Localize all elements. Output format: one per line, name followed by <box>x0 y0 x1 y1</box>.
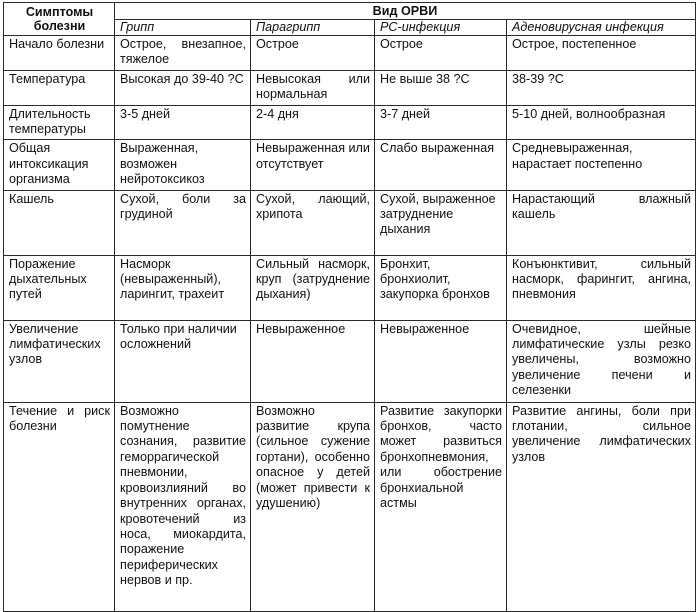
virus-type-header: Вид ОРВИ <box>115 3 696 20</box>
table-row <box>4 402 696 611</box>
header-row <box>4 3 696 20</box>
rs-infection-cell: Не выше 38 ?С <box>375 70 507 105</box>
flu-cell: Возможно помутнение сознания, развитие геморрагической пневмонии, кровоизлияний во внутренних органах, кровотечений из носа, миокардита, поражение периферических нервов и пр. <box>115 402 251 611</box>
flu-cell: Выраженная, возможен нейротоксикоз <box>115 140 251 190</box>
rs-infection-cell: Бронхит, бронхиолит, закупорка бронхов <box>375 255 507 320</box>
table-row <box>4 190 696 255</box>
adenovirus-cell: Развитие ангины, боли при глотании, сильное увеличение лимфатических узлов <box>507 402 696 611</box>
symptom-cell: Кашель <box>4 190 115 255</box>
symptom-cell: Начало болезни <box>4 36 115 71</box>
symptom-cell: Течение и риск болезни <box>4 402 115 611</box>
table-row <box>4 105 696 140</box>
rs-infection-cell: 3-7 дней <box>375 105 507 140</box>
adenovirus-cell: Нарастающий влажный кашель <box>507 190 696 255</box>
parainfluenza-cell: Сильный насморк, круп (затруднение дыхания) <box>251 255 375 320</box>
adenovirus-cell: Острое, постепенное <box>507 36 696 71</box>
adenovirus-cell: Средневыраженная, нарастает постепенно <box>507 140 696 190</box>
adenovirus-cell: 38-39 ?С <box>507 70 696 105</box>
adenovirus-cell: 5-10 дней, волнообразная <box>507 105 696 140</box>
parainfluenza-cell: Возможно развитие крупа (сильное сужение гортани), особенно опасное у детей (может привести к удушению) <box>251 402 375 611</box>
column-header-flu: Грипп <box>115 19 251 36</box>
parainfluenza-cell: Острое <box>251 36 375 71</box>
flu-cell: Высокая до 39-40 ?С <box>115 70 251 105</box>
flu-cell: 3-5 дней <box>115 105 251 140</box>
column-header-rs-infection: РС-инфекция <box>375 19 507 36</box>
symptom-cell: Температура <box>4 70 115 105</box>
parainfluenza-cell: Сухой, лающий, хрипота <box>251 190 375 255</box>
adenovirus-cell: Конъюнктивит, сильный насморк, фарингит, ангина, пневмония <box>507 255 696 320</box>
table-row <box>4 70 696 105</box>
column-header-adenovirus: Аденовирусная инфекция <box>507 19 696 36</box>
table-row <box>4 255 696 320</box>
symptom-cell: Поражение дыхательных путей <box>4 255 115 320</box>
parainfluenza-cell: Невыраженная или отсутствует <box>251 140 375 190</box>
rs-infection-cell: Слабо выраженная <box>375 140 507 190</box>
flu-cell: Только при наличии осложнений <box>115 320 251 402</box>
symptoms-header: Симптомы болезни <box>4 3 115 36</box>
flu-cell: Насморк (невыраженный), ларингит, трахеит <box>115 255 251 320</box>
symptom-cell: Общая интоксикация организма <box>4 140 115 190</box>
rs-infection-cell: Сухой, выраженное затруднение дыхания <box>375 190 507 255</box>
symptom-cell: Длительность температуры <box>4 105 115 140</box>
rs-infection-cell: Невыраженное <box>375 320 507 402</box>
table-row <box>4 36 696 71</box>
rs-infection-cell: Развитие закупорки бронхов, часто может развиться бронхопневмония, или обострение бронхиальной астмы <box>375 402 507 611</box>
orvi-comparison-table <box>3 2 696 612</box>
flu-cell: Острое, внезапное, тяжелое <box>115 36 251 71</box>
flu-cell: Сухой, боли за грудиной <box>115 190 251 255</box>
column-header-parainfluenza: Парагрипп <box>251 19 375 36</box>
table-row <box>4 320 696 402</box>
adenovirus-cell: Очевидное, шейные лимфатические узлы резко увеличены, возможно увеличение печени и селезенки <box>507 320 696 402</box>
rs-infection-cell: Острое <box>375 36 507 71</box>
parainfluenza-cell: Невысокая или нормальная <box>251 70 375 105</box>
table-row <box>4 140 696 190</box>
symptom-cell: Увеличение лимфатических узлов <box>4 320 115 402</box>
parainfluenza-cell: Невыраженное <box>251 320 375 402</box>
parainfluenza-cell: 2-4 дня <box>251 105 375 140</box>
